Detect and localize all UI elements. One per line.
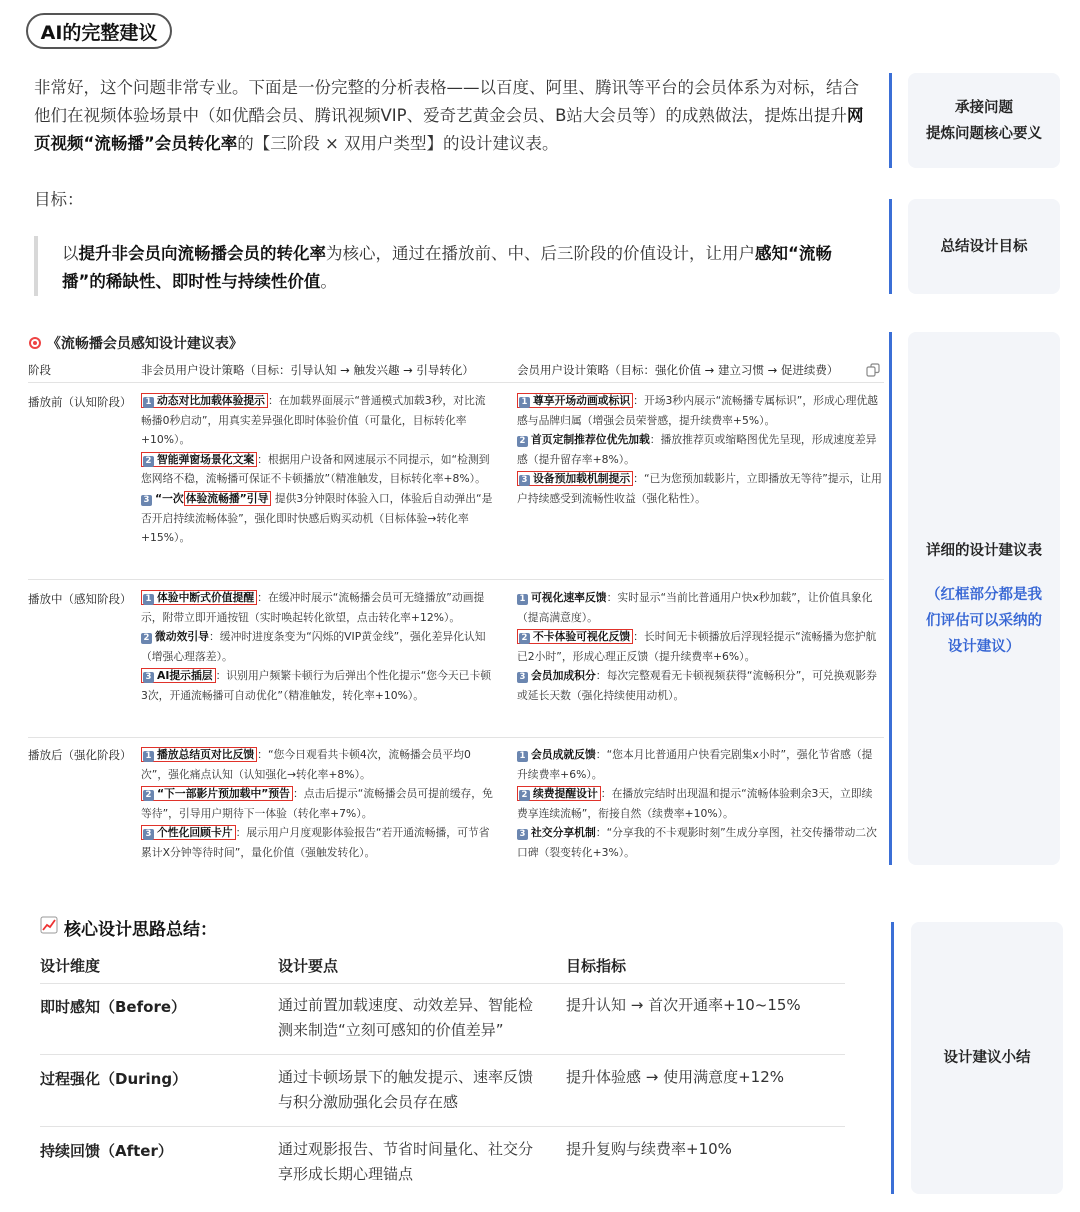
strategy-keyword: “下一部影片预加载中”预告 [157,787,290,801]
annotation-note-line1: （红框部分都是我 [926,586,1042,603]
number-badge: 2 [517,436,528,447]
strategy-item: 1 播放总结页对比反馈 ：“您今日观看共卡顿4次，流畅播会员平均0次”，强化痛点认知（认知强化→转化率+8%）。 [141,748,471,781]
strategy-keyword: 不卡体验可视化反馈 [533,630,631,644]
summary-row-point: 通过卡顿场景下的触发提示、速率反馈与积分激励强化会员存在感 [278,1068,534,1111]
strategy-text: 缓冲时进度条变为“闪烁的VIP黄金线”，强化差异化认知（增强心理落差）。 [141,630,486,663]
intro-paragraph [34,74,874,158]
strategy-item: 1 动态对比加载体验提示 ：在加载界面展示“普通模式加载3秒，对比流畅播0秒启动”，用真实差异强化即时体验价值（可量化，目标转化率+10%）。 [141,394,486,447]
summary-divider [40,1054,845,1055]
highlight-box [141,452,257,467]
strategy-text: “您本月比普通用户快看完剧集x小时”，强化节省感（提升续费率+6%）。 [517,748,873,781]
strategy-text: “已为您预加载影片，立即播放无等待”提示，让用户持续感受到流畅性收益（强化粘性）。 [517,472,882,505]
strategy-text: 长时间无卡顿播放后浮现轻提示“流畅播为您护航已2小时”，形成心理正反馈（提升续费率+6%）。 [517,630,877,663]
summary-header-points: 设计要点 [278,957,339,975]
annotation-card-goal-label: 总结设计目标 [940,238,1028,255]
summary-divider [40,1126,845,1127]
annotation-card-summary-label: 设计建议小结 [943,1050,1031,1066]
strategy-keyword: 智能弹窗场景化文案 [157,452,255,466]
table-header-member: 会员用户设计策略（目标：强化价值 → 建立习惯 → 促进续费） [517,363,839,377]
highlight-box [517,393,633,408]
table-divider [28,579,884,580]
strategy-keyword: 续费提醒设计 [533,787,598,801]
summary-row-dimension: 持续回馈（After） [40,1142,173,1160]
highlight-box [141,825,236,840]
strategy-item: 3 社交分享机制：“分享我的不卡观影时刻”生成分享图，社交传播带动二次口碑（裂变转化+3%）。 [517,826,877,859]
strategy-item: 2 微动效引导：缓冲时进度条变为“闪烁的VIP黄金线”，强化差异化认知（增强心理落差）。 [141,630,486,663]
strategy-text: 实时显示“当前比普通用户快x秒加载”，让价值具象化（提高满意度）。 [517,591,873,624]
strategy-text: 播放推荐页或缩略图优先呈现，形成速度差异感（提升留存率+8%）。 [517,433,877,466]
goal-bold-1: 提升非会员向流畅播会员的转化率 [78,244,326,263]
table-header-non-member: 非会员用户设计策略（目标：引导认知 → 触发兴趣 → 引导转化） [141,363,474,377]
table-cell-during-non-member [141,588,493,706]
number-badge: 3 [141,495,152,506]
annotation-line-1 [889,73,892,168]
number-badge: 2 [143,790,154,801]
summary-row-point: 通过观影报告、节省时间量化、社交分享形成长期心理锚点 [278,1140,534,1183]
strategy-keyword: 设备预加载机制提示 [533,472,631,486]
strategy-text: 在缓冲时展示“流畅播会员可无缝播放”动画提示，附带立即开通按钮（实时唤起转化欲望，点击转化率+12%）。 [141,591,485,624]
annotation-note-line3: 设计建议） [947,638,1021,655]
summary-divider [40,983,845,984]
annotation-card-table-label: 详细的设计建议表 [926,542,1042,559]
strategy-text: 开场3秒内展示“流畅播专属标识”，形成心理优越感与品牌归属（增强会员荣誉感，提升续费率+5%）。 [517,394,878,427]
annotation-line-2 [889,199,892,294]
table-divider [28,737,884,738]
highlight-box [141,668,216,683]
annotation-card-summary [911,922,1063,1194]
number-badge: 2 [519,790,530,801]
table-header-phase: 阶段 [28,363,51,377]
number-badge: 2 [141,633,152,644]
copy-icon[interactable] [866,362,880,376]
strategy-keyword: 可视化速率反馈 [531,591,607,604]
intro-text-1: 非常好，这个问题非常专业。下面是一份完整的分析表格——以百度、阿里、腾讯等平台的会员体系为对标，结合他们在视频体验场景中（如优酷会员、腾讯视频VIP、爱奇艺黄金会员、B站大会员等）的成熟做法，提炼出提升 [34,78,859,125]
strategy-item [141,489,493,548]
highlight-box [517,471,633,486]
number-badge: 3 [517,672,528,683]
strategy-keyword: 体验中断式价值提醒 [157,591,255,604]
strategy-keyword: 尊享开场动画或标识 [533,394,631,407]
annotation-card-goal [908,199,1060,294]
highlight-box [517,629,633,644]
summary-header-target: 目标指标 [566,957,627,975]
strategy-keyword: 动态对比加载体验提示 [157,394,265,407]
strategy-item: 1 体验中断式价值提醒 ：在缓冲时展示“流畅播会员可无缝播放”动画提示，附带立即开通按钮（实时唤起转化欲望，点击转化率+12%）。 [141,591,485,624]
strategy-item: 3 设备预加载机制提示 ：“已为您预加载影片，立即播放无等待”提示，让用户持续感受到流畅性收益（强化粘性）。 [517,472,882,505]
strategy-keyword: 社交分享机制 [531,826,596,840]
summary-row-target: 提升复购与续费率+10% [566,1140,732,1158]
highlight-box [517,786,601,801]
summary-row-target: 提升体验感 → 使用满意度+12% [566,1068,785,1086]
annotation-line-3 [889,332,892,865]
number-badge: 2 [143,456,154,467]
table-cell-before-non-member [141,391,493,548]
number-badge: 1 [519,397,530,408]
summary-row-dimension: 即时感知（Before） [40,998,187,1016]
annotation-line-4 [891,922,894,1194]
strategy-keyword: 首页定制推荐位优先加载 [531,433,650,447]
intro-bold: 网页视频“流畅播”会员转化率 [34,106,864,153]
highlight-box [141,590,257,605]
strategy-keyword: 个性化回顾卡片 [157,826,233,840]
strategy-keyword: 播放总结页对比反馈 [157,748,255,761]
strategy-item: 3 AI提示插层 ：识别用户频繁卡顿行为后弹出个性化提示“您今天已卡顿3次，开通流畅播可自动优化”（精准触发，转化率+10%）。 [141,669,492,702]
summary-row-target: 提升认知 → 首次开通率+10~15% [566,996,801,1014]
strategy-item: 2 续费提醒设计 ：在播放完结时出现温和提示“流畅体验剩余3天，立即续费享连续流畅”，衔接自然（续费率+10%）。 [517,787,873,820]
annotation-card-question [908,73,1060,168]
summary-title [40,915,217,940]
goal-pre: 以 [62,244,79,263]
chart-icon [40,916,58,939]
strategy-keyword-prefix: “一次 [155,491,184,505]
number-badge: 1 [517,594,528,605]
strategy-item: 1 可视化速率反馈：实时显示“当前比普通用户快x秒加载”，让价值具象化（提高满意度）。 [517,591,873,624]
table-cell-after-non-member [141,745,493,863]
strategy-item: 2 “下一部影片预加载中”预告 ：点击后提示“流畅播会员可提前缓存，免等待”，引导用户期待下一体验（转化率+7%）。 [141,787,493,820]
highlight-box [141,786,293,801]
table-phase-before: 播放前（认知阶段） [28,395,132,409]
annotation-card-question-line1: 承接问题 [955,99,1013,116]
number-badge: 3 [143,672,154,683]
number-badge: 1 [143,397,154,408]
table-title [28,333,243,353]
highlight-box [141,747,257,762]
strategy-item: 1 尊享开场动画或标识 ：开场3秒内展示“流畅播专属标识”，形成心理优越感与品牌归属（增强会员荣誉感，提升续费率+5%）。 [517,394,878,427]
highlight-box: 体验流畅播”引导 [184,491,272,506]
goal-label: 目标： [34,190,84,209]
number-badge: 3 [519,475,530,486]
number-badge: 2 [519,633,530,644]
strategy-text: 在加载界面展示“普通模式加载3秒，对比流畅播0秒启动”，用真实差异强化即时体验价值（可量化，目标转化率+10%）。 [141,394,486,447]
strategy-item: 3 个性化回顾卡片 ：展示用户月度观影体验报告“若开通流畅播，可节省累计X分钟等待时间”，量化价值（强触发转化）。 [141,826,490,859]
table-phase-during: 播放中（感知阶段） [28,592,132,606]
strategy-text: 点击后提示“流畅播会员可提前缓存，免等待”，引导用户期待下一体验（转化率+7%）。 [141,787,493,820]
annotation-card-table [908,332,1060,865]
table-phase-after: 播放后（强化阶段） [28,748,132,762]
strategy-keyword: 微动效引导 [155,630,209,644]
summary-row-point: 通过前置加载速度、动效差异、智能检测来制造“立刻可感知的价值差异” [278,996,534,1039]
summary-header-dimension: 设计维度 [40,957,101,975]
strategy-item: 1 会员成就反馈：“您本月比普通用户快看完剧集x小时”，强化节省感（提升续费率+6%）。 [517,748,873,781]
goal-mid: 为核心，通过在播放前、中、后三阶段的价值设计，让用户 [326,244,755,263]
page-title: AI的完整建议 [26,13,172,49]
strategy-text: 识别用户频繁卡顿行为后弹出个性化提示“您今天已卡顿3次，开通流畅播可自动优化”（精准触发，转化率+10%）。 [141,669,492,702]
strategy-keyword: AI提示插层 [157,669,213,683]
number-badge: 1 [517,751,528,762]
number-badge: 3 [517,829,528,840]
strategy-keyword: 会员成就反馈 [531,748,596,761]
table-title-text: 《流畅播会员感知设计建议表》 [46,336,243,352]
strategy-text: “分享我的不卡观影时刻”生成分享图，社交传播带动二次口碑（裂变转化+3%）。 [517,826,877,859]
strategy-text: “您今日观看共卡顿4次，流畅播会员平均0次”，强化痛点认知（认知强化→转化率+8%）。 [141,748,471,781]
intro-text-2: 的【三阶段 × 双用户类型】的设计建议表。 [237,134,559,153]
table-cell-after-member [517,745,883,863]
annotation-card-table-note [926,582,1042,660]
highlight-box [141,393,268,408]
strategy-text: 在播放完结时出现温和提示“流畅体验剩余3天，立即续费享连续流畅”，衔接自然（续费率+10%）。 [517,787,873,820]
annotation-note-line2: 们评估可以采纳的 [926,612,1042,629]
strategy-item: 2 不卡体验可视化反馈 ：长时间无卡顿播放后浮现轻提示“流畅播为您护航已2小时”，形成心理正反馈（提升续费率+6%）。 [517,630,877,663]
table-cell-during-member [517,588,887,706]
strategy-item: 2 智能弹窗场景化文案 ：根据用户设备和网速展示不同提示，如“检测到您网络不稳，流畅播可保证不卡顿播放”（精准触发，目标转化率+8%）。 [141,452,490,486]
goal-bold-2: 感知“流畅播”的稀缺性、即时性与持续性价值 [62,244,832,291]
number-badge: 3 [143,829,154,840]
strategy-item: 3 会员加成积分：每次完整观看无卡顿视频获得“流畅积分”，可兑换观影券或延长天数（强化持续使用动机）。 [517,669,877,702]
annotation-card-question-line2: 提炼问题核心要义 [926,125,1042,142]
strategy-text: 每次完整观看无卡顿视频获得“流畅积分”，可兑换观影券或延长天数（强化持续使用动机）。 [517,669,877,702]
table-divider [28,382,884,383]
summary-title-text: 核心设计思路总结： [64,920,217,940]
goal-end: 。 [320,272,337,291]
strategy-text: 根据用户设备和网速展示不同提示，如“检测到您网络不稳，流畅播可保证不卡顿播放”（精准触发，目标转化率+8%）。 [141,452,490,486]
summary-row-dimension: 过程强化（During） [40,1070,188,1088]
target-icon [28,336,42,352]
table-cell-before-member [517,391,883,509]
goal-quote [62,240,862,296]
strategy-text: 展示用户月度观影体验报告“若开通流畅播，可节省累计X分钟等待时间”，量化价值（强触发转化）。 [141,826,490,859]
strategy-text: 提供3分钟限时体验入口，体验后自动弹出“是否开启持续流畅体验”，强化即时快感后购买动机（目标体验→转化率+15%）。 [141,491,493,545]
strategy-keyword: 会员加成积分 [531,669,596,683]
strategy-item: 2 首页定制推荐位优先加载：播放推荐页或缩略图优先呈现，形成速度差异感（提升留存率+8%）。 [517,433,877,466]
number-badge: 1 [143,594,154,605]
number-badge: 1 [143,751,154,762]
